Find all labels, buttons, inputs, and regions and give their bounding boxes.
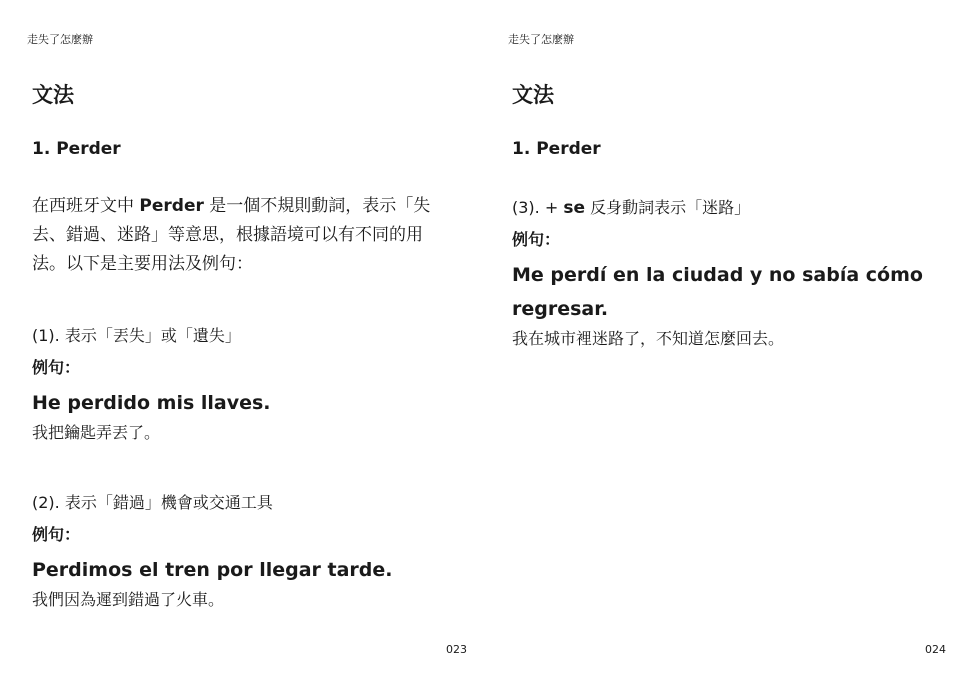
usage-title: (1). 表示「丟失」或「遺失」: [32, 326, 241, 345]
example-label: 例句：: [32, 525, 81, 544]
usage-block-2: [32, 491, 452, 613]
usage-block-1: [32, 324, 452, 446]
intro-keyword: Perder: [139, 196, 204, 216]
chinese-translation: 我們因為遲到錯過了火車。: [32, 590, 225, 609]
right-page: [480, 0, 960, 678]
usage-title-suffix: 反身動詞表示「迷路」: [584, 198, 751, 217]
page-number: 024: [925, 643, 946, 656]
intro-text-before: 在西班牙文中: [32, 196, 140, 216]
running-head: 走失了怎麼辦: [508, 33, 574, 46]
spanish-example: Me perdí en la ciudad y no sabía cómo regresar.: [512, 264, 923, 320]
example-label: 例句：: [32, 358, 81, 377]
intro-text-after: 是一個不規則動詞，表示「失去、錯過、迷路」等意思，根據語境可以有不同的用法。以下是主要用法及例句：: [32, 196, 431, 274]
usage-title-keyword: se: [563, 198, 585, 218]
chinese-translation: 我把鑰匙弄丟了。: [32, 423, 161, 442]
grammar-subheading: 1. Perder: [512, 139, 601, 159]
spanish-example: He perdido mis llaves.: [32, 392, 271, 414]
usage-title: (2). 表示「錯過」機會或交通工具: [32, 493, 273, 512]
spanish-example: Perdimos el tren por llegar tarde.: [32, 559, 393, 581]
page-content: [512, 78, 932, 352]
example-label: 例句：: [512, 230, 561, 249]
usage-title: [512, 196, 932, 220]
grammar-subheading: 1. Perder: [32, 139, 121, 159]
usage-title-prefix: (3). +: [512, 198, 564, 217]
page-content: [32, 78, 452, 613]
section-title: 文法: [512, 83, 554, 107]
running-head: 走失了怎麼辦: [27, 33, 93, 46]
intro-paragraph: [32, 192, 452, 279]
usage-block-3: [512, 196, 932, 352]
page-number: 023: [446, 643, 467, 656]
chinese-translation: 我在城市裡迷路了，不知道怎麼回去。: [512, 329, 785, 348]
section-title: 文法: [32, 83, 74, 107]
